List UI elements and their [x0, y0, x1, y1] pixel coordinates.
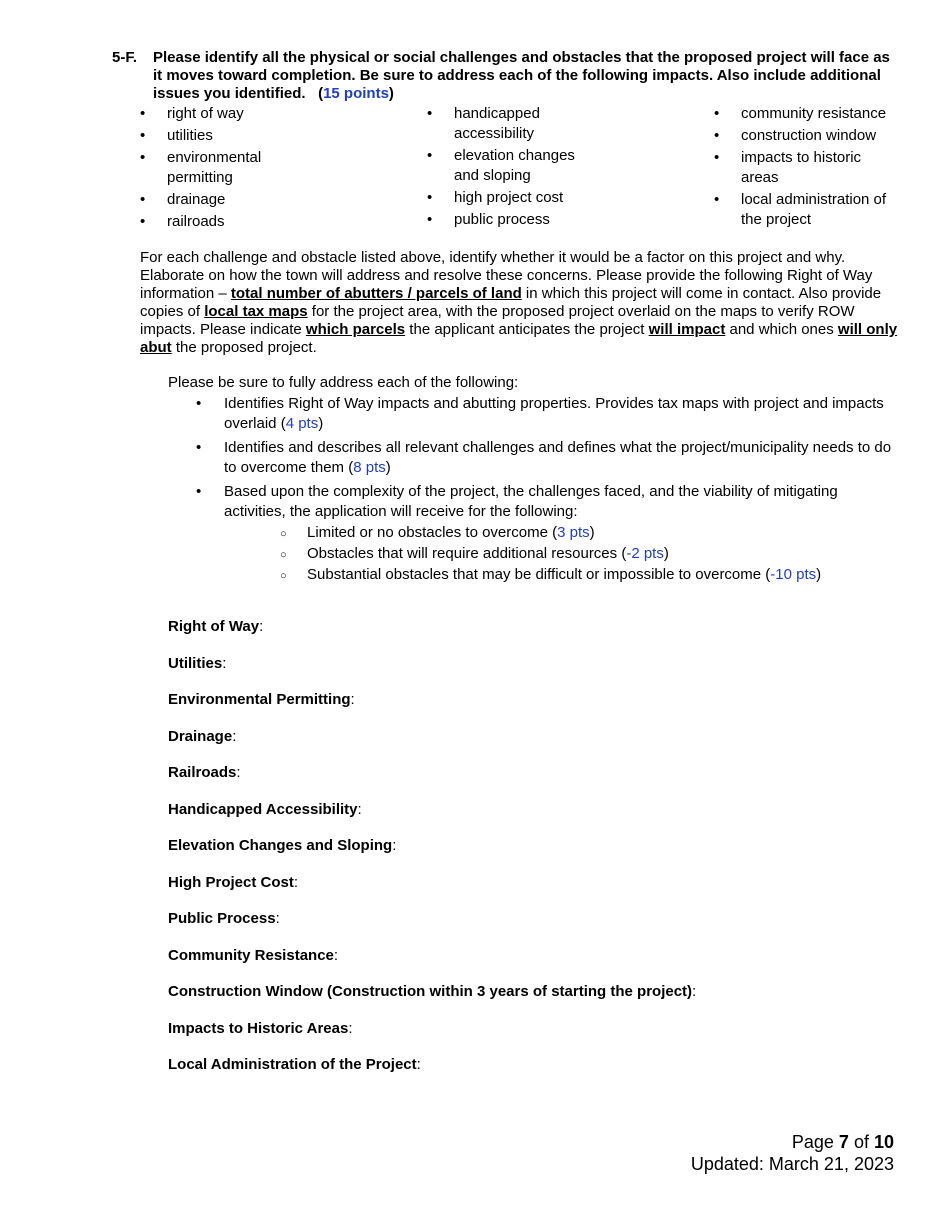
page-number: Page 7 of 10 — [791, 1132, 894, 1152]
criteria-sub-item: ○ Obstacles that will require additional resources (-2 pts) — [224, 544, 898, 564]
field-elevation-changes: Elevation Changes and Sloping: — [168, 837, 397, 854]
impact-item: • utilities — [140, 126, 340, 146]
field-construction-window: Construction Window (Construction within 3 years of starting the project): — [168, 983, 697, 1000]
impact-item: • environmental permitting — [140, 148, 277, 188]
criteria-lead: Please be sure to fully address each of the following: — [168, 374, 519, 391]
criteria-sub-item: ○ Substantial obstacles that may be difficult or impossible to overcome (-10 pts) — [224, 565, 898, 585]
emphasis-abut: will only abut — [140, 321, 898, 356]
page-footer — [691, 1131, 894, 1175]
impact-item: • local administration of the project — [714, 190, 901, 230]
section-points: 15 points — [323, 85, 389, 102]
impact-list-column-3 — [714, 104, 914, 232]
field-high-project-cost: High Project Cost: — [168, 873, 299, 891]
impact-list-column-2 — [427, 104, 627, 232]
field-public-process: Public Process: — [168, 910, 280, 927]
criteria-item: • Based upon the complexity of the project, the challenges faced, and the viability of mitigating activities, the application will receive for the following: ○ Limited or no obstacles to overcome (3 pts) ○ Obstacles that will require additional resources (-2 pts) ○ Substantial obstacles that may be difficult or impossible to overcome (-10 pts) — [168, 482, 898, 585]
criteria-sub-list — [224, 523, 898, 585]
impact-item: • right of way — [140, 104, 340, 124]
impact-item: • community resistance — [714, 104, 914, 124]
criteria-points: 8 pts — [353, 459, 386, 476]
emphasis-tax-maps: local tax maps — [204, 303, 308, 320]
impact-item: • construction window — [714, 126, 914, 146]
criteria-item: • Identifies Right of Way impacts and abutting properties. Provides tax maps with project and impacts overlaid (4 pts) — [168, 394, 898, 434]
criteria-sub-item: ○ Limited or no obstacles to overcome (3 pts) — [224, 523, 898, 543]
response-fields — [168, 618, 908, 1093]
impact-item: • public process — [427, 210, 627, 230]
section-heading: 5-F. Please identify all the physical or social challenges and obstacles that the proposed project will face as it moves toward completion. Be sure to address each of the following impacts. Also include additional issues you identified. (15 points) — [112, 49, 890, 102]
field-local-administration: Local Administration of the Project: — [168, 1056, 421, 1073]
impact-item: • impacts to historic areas — [714, 148, 871, 188]
field-right-of-way: Right of Way: — [168, 618, 264, 635]
impact-list-column-1 — [140, 104, 340, 234]
criteria-points: -10 pts — [770, 566, 817, 583]
criteria-points: -2 pts — [626, 545, 664, 562]
field-utilities: Utilities: — [168, 654, 227, 672]
impact-item: • elevation changes and sloping — [427, 146, 589, 186]
impact-item: • railroads — [140, 212, 340, 232]
field-environmental-permitting: Environmental Permitting: — [168, 691, 355, 708]
criteria-points: 3 pts — [557, 524, 590, 541]
field-drainage: Drainage: — [168, 727, 237, 745]
impact-item: • drainage — [140, 190, 340, 210]
instructions-paragraph: For each challenge and obstacle listed above, identify whether it would be a factor on this project and why. Elaborate on how the town will address and resolve these concerns. Please provide the following Right of Way information – total number of abutters / parcels of land in which this project will come in contact. Also provide copies of local tax maps for the project area, with the proposed project overlaid on the maps to verify ROW impacts. Please indicate which parcels the applicant anticipates the project will impact and which ones will only abut the proposed project. — [140, 249, 898, 356]
criteria-list — [168, 394, 898, 585]
criteria-points: 4 pts — [285, 415, 319, 432]
field-historic-areas: Impacts to Historic Areas: — [168, 1019, 353, 1037]
field-handicapped-accessibility: Handicapped Accessibility: — [168, 800, 362, 818]
updated-date: Updated: March 21, 2023 — [690, 1154, 894, 1174]
emphasis-abutters: total number of abutters / parcels of land — [230, 285, 522, 302]
field-railroads: Railroads: — [168, 764, 241, 781]
impact-item: • high project cost — [427, 188, 627, 208]
field-community-resistance: Community Resistance: — [168, 946, 339, 964]
scoring-criteria — [168, 374, 898, 589]
impact-item: • handicapped accessibility — [427, 104, 564, 144]
section-heading-text: Please identify all the physical or social challenges and obstacles that the proposed project will face as it moves toward completion. Be sure to address each of the following impacts. Also include additional issues you identified. — [153, 49, 890, 102]
section-number: 5-F. — [112, 49, 138, 66]
emphasis-parcels: which parcels — [305, 321, 406, 338]
emphasis-impact: will impact — [648, 321, 726, 338]
criteria-item: • Identifies and describes all relevant challenges and defines what the project/municipality needs to do to overcome them (8 pts) — [168, 438, 898, 478]
